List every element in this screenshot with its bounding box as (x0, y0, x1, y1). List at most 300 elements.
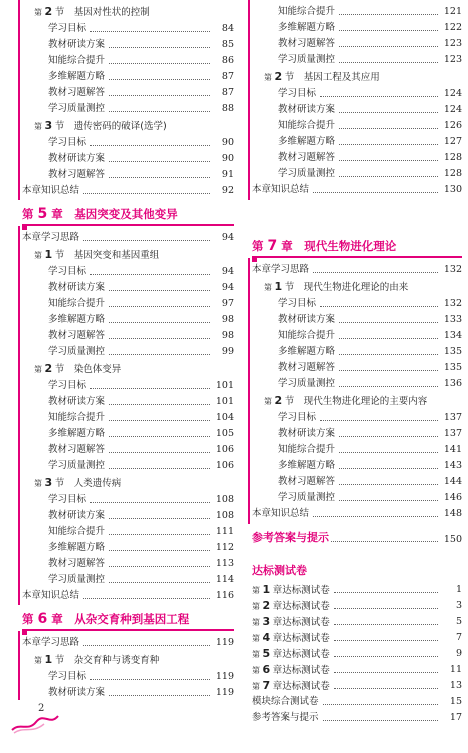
page-ref: 132 (438, 262, 462, 278)
entry-label: 学习质量测控 (278, 376, 337, 392)
leader-dots (323, 704, 438, 705)
column-accent-line (18, 0, 20, 200)
leader-dots (339, 370, 438, 371)
page-ref: 123 (438, 36, 462, 52)
page-ref: 1 (438, 582, 462, 598)
leader-dots (109, 63, 210, 64)
page-ref: 88 (210, 101, 234, 117)
toc-entry[interactable] (22, 296, 234, 312)
leader-dots (109, 534, 210, 535)
entry-label: 教材习题解答 (48, 556, 107, 572)
entry-label: 本章知识总结 (252, 182, 311, 198)
chapter-title: 基因突变及其他变异 (74, 207, 178, 221)
entry-label: 学习目标 (278, 296, 318, 312)
toc-entry[interactable] (252, 426, 462, 442)
toc-section[interactable]: 第 1 节 现代生物进化理论的由来 (252, 279, 462, 295)
toc-entry[interactable] (252, 296, 462, 312)
entry-label: 多维解题方略 (278, 458, 337, 474)
page-ref: 15 (438, 694, 462, 710)
leader-dots (320, 96, 438, 97)
entry-label: 教材研读方案 (48, 37, 107, 53)
toc-entry[interactable] (22, 101, 234, 117)
toc-entry[interactable] (22, 328, 234, 344)
toc-entry[interactable] (22, 183, 234, 199)
leader-dots (109, 566, 210, 567)
page-ref: 86 (210, 53, 234, 69)
toc-entry[interactable] (22, 69, 234, 85)
entry-label: 节 现代生物进化理论的由来 (284, 282, 409, 293)
page-ref: 144 (438, 474, 462, 490)
leader-dots (334, 592, 438, 593)
toc-entry[interactable]: 第 2 章达标测试卷 3 (252, 598, 462, 614)
page-ref: 135 (438, 344, 462, 360)
entry-label: 节 遗传密码的破译(选学) (54, 121, 167, 132)
entry-label: 章达标测试卷 (272, 617, 330, 628)
toc-entry[interactable]: 第 7 章达标测试卷 13 (252, 678, 462, 694)
entry-number: 3 (262, 615, 271, 628)
leader-dots (339, 386, 438, 387)
page-ref: 143 (438, 458, 462, 474)
entry-label: 本章知识总结 (252, 506, 311, 522)
page-ref: 148 (438, 506, 462, 522)
toc-entry[interactable] (22, 685, 234, 701)
leader-dots (339, 338, 438, 339)
toc-entry[interactable] (22, 524, 234, 540)
leader-dots (334, 624, 438, 625)
leader-dots (334, 640, 438, 641)
entry-label: 本章学习思路 (252, 262, 311, 278)
toc-section[interactable]: 第 1 节 杂交育种与诱变育种 (22, 652, 234, 668)
page-ref: 101 (210, 394, 234, 410)
entry-number: 1 (262, 583, 271, 596)
page-ref: 92 (210, 183, 234, 199)
toc-entry[interactable] (22, 151, 234, 167)
leader-dots (109, 354, 210, 355)
page-ref: 141 (438, 442, 462, 458)
leader-dots (334, 608, 438, 609)
leader-dots (90, 31, 210, 32)
chapter-underline (252, 256, 462, 258)
chapter-heading[interactable]: 第 7 章 现代生物进化理论 (252, 236, 462, 258)
toc-entry[interactable] (22, 426, 234, 442)
toc-entry[interactable] (252, 150, 462, 166)
leader-dots (109, 695, 210, 696)
entry-number: 2 (44, 362, 53, 375)
leader-dots (339, 128, 438, 129)
page-ref: 11 (438, 662, 462, 678)
leader-dots (339, 62, 438, 63)
column-accent-line (18, 226, 20, 605)
entry-label: 知能综合提升 (278, 442, 337, 458)
chapter-heading[interactable]: 第 6 章 从杂交育种到基因工程 (22, 609, 234, 631)
leader-dots (109, 161, 210, 162)
entry-label: 章达标测试卷 (272, 649, 330, 660)
toc-entry[interactable] (22, 378, 234, 394)
leader-dots (109, 306, 210, 307)
toc-entry[interactable] (252, 52, 462, 68)
page-ref: 98 (210, 328, 234, 344)
toc-entry[interactable]: 第 1 章达标测试卷 1 (252, 582, 462, 598)
toc-entry[interactable] (22, 556, 234, 572)
page-ref: 98 (210, 312, 234, 328)
entry-label: 章达标测试卷 (272, 601, 330, 612)
toc-section[interactable]: 第 3 节 遗传密码的破译(选学) (22, 118, 234, 134)
page-ref: 90 (210, 151, 234, 167)
toc-entry[interactable] (22, 264, 234, 280)
leader-dots (90, 388, 210, 389)
toc-entry[interactable] (252, 442, 462, 458)
leader-dots (109, 290, 210, 291)
toc-entry[interactable] (22, 37, 234, 53)
entry-number: 2 (262, 599, 271, 612)
page-ref: 104 (210, 410, 234, 426)
entry-label: 节 染色体变异 (54, 364, 122, 375)
entry-label: 教材研读方案 (278, 102, 337, 118)
page-ref: 150 (443, 534, 462, 545)
leader-dots (109, 518, 210, 519)
leader-dots (83, 240, 210, 241)
entry-label: 教材研读方案 (48, 280, 107, 296)
toc-entry[interactable] (252, 262, 462, 278)
entry-label: 学习目标 (48, 669, 88, 685)
leader-dots (109, 177, 210, 178)
page-ref: 108 (210, 508, 234, 524)
toc-entry[interactable] (252, 166, 462, 182)
toc-entry[interactable] (252, 328, 462, 344)
entry-label: 章达标测试卷 (272, 633, 330, 644)
leader-dots (109, 436, 210, 437)
entry-label: 教材研读方案 (48, 151, 107, 167)
entry-label: 教材习题解答 (48, 85, 107, 101)
toc-entry[interactable]: 第 6 章达标测试卷 11 (252, 662, 462, 678)
pen-stroke-icon (10, 712, 60, 734)
toc-entry[interactable] (22, 21, 234, 37)
entry-label: 章达标测试卷 (272, 585, 330, 596)
page-ref: 94 (210, 264, 234, 280)
chapter-number: 5 (37, 206, 48, 222)
leader-dots (339, 354, 438, 355)
entry-label: 本章知识总结 (22, 183, 81, 199)
column-accent-line (248, 0, 250, 200)
leader-dots (339, 452, 438, 453)
entry-label: 知能综合提升 (48, 410, 107, 426)
entry-label: 多维解题方略 (278, 134, 337, 150)
toc-entry[interactable] (252, 490, 462, 506)
page-ref: 94 (210, 280, 234, 296)
entry-label: 模块综合测试卷 (252, 694, 321, 710)
entry-label: 多维解题方略 (278, 344, 337, 360)
toc-entry[interactable] (22, 508, 234, 524)
chapter-heading[interactable]: 第 5 章 基因突变及其他变异 (22, 204, 234, 226)
page-ref: 113 (210, 556, 234, 572)
toc-entry[interactable] (252, 694, 462, 710)
page-ref: 3 (438, 598, 462, 614)
chapter-title: 现代生物进化理论 (304, 239, 397, 253)
entry-label: 教材研读方案 (278, 312, 337, 328)
entry-number: 6 (262, 663, 271, 676)
leader-dots (323, 720, 438, 721)
leader-dots (313, 192, 438, 193)
toc-entry[interactable] (22, 492, 234, 508)
toc-entry[interactable] (252, 458, 462, 474)
leader-dots (331, 541, 438, 542)
entry-label: 学习目标 (278, 410, 318, 426)
toc-entry[interactable] (22, 53, 234, 69)
entry-label: 节 现代生物进化理论的主要内容 (284, 396, 428, 407)
toc-section[interactable]: 第 3 节 人类遗传病 (22, 475, 234, 491)
leader-dots (109, 322, 210, 323)
entry-number: 2 (274, 70, 283, 83)
entry-label: 多维解题方略 (48, 540, 107, 556)
page-ref: 13 (438, 678, 462, 694)
toc-entry[interactable] (252, 360, 462, 376)
entry-label: 节 杂交育种与诱变育种 (54, 655, 160, 666)
page-ref: 124 (438, 86, 462, 102)
page-ref: 90 (210, 135, 234, 151)
entry-label: 学习质量测控 (48, 344, 107, 360)
entry-label: 学习目标 (48, 492, 88, 508)
leader-dots (334, 688, 438, 689)
toc-section[interactable]: 第 2 节 现代生物进化理论的主要内容 (252, 393, 462, 409)
toc-entry[interactable] (22, 572, 234, 588)
answers-heading[interactable] (252, 529, 462, 547)
chapter-underline (22, 224, 234, 226)
column-accent-line (18, 631, 20, 700)
leader-dots (109, 582, 210, 583)
entry-label: 学习质量测控 (278, 490, 337, 506)
toc-entry[interactable] (22, 588, 234, 604)
toc-entry[interactable] (252, 86, 462, 102)
toc-entry[interactable] (252, 102, 462, 118)
leader-dots (109, 420, 210, 421)
leader-dots (339, 500, 438, 501)
toc-entry[interactable] (252, 410, 462, 426)
page-ref: 87 (210, 69, 234, 85)
page-ref: 116 (210, 588, 234, 604)
entry-label: 节 基因突变和基因重组 (54, 250, 160, 261)
toc-entry[interactable] (22, 635, 234, 651)
toc-entry[interactable] (252, 36, 462, 52)
page-ref: 108 (210, 492, 234, 508)
entry-label: 学习质量测控 (278, 166, 337, 182)
leader-dots (109, 95, 210, 96)
toc-entry[interactable]: 第 5 章达标测试卷 9 (252, 646, 462, 662)
toc-entry[interactable] (22, 442, 234, 458)
entry-label: 教材习题解答 (48, 442, 107, 458)
leader-dots (339, 144, 438, 145)
page-ref: 128 (438, 166, 462, 182)
toc-entry[interactable] (22, 540, 234, 556)
page-ref: 122 (438, 20, 462, 36)
page-ref: 5 (438, 614, 462, 630)
toc-entry[interactable] (22, 394, 234, 410)
page-ref: 7 (438, 630, 462, 646)
section-title: 达标测试卷 (252, 564, 307, 577)
entry-label: 教材习题解答 (278, 36, 337, 52)
page-ref: 99 (210, 344, 234, 360)
leader-dots (339, 176, 438, 177)
leader-dots (109, 79, 210, 80)
entry-label: 知能综合提升 (278, 118, 337, 134)
toc-entry[interactable] (252, 376, 462, 392)
leader-dots (339, 30, 438, 31)
entry-label: 教材习题解答 (48, 328, 107, 344)
page-ref: 121 (438, 4, 462, 20)
entry-label: 章达标测试卷 (272, 665, 330, 676)
leader-dots (313, 516, 438, 517)
entry-label: 本章知识总结 (22, 588, 81, 604)
entry-number: 2 (44, 5, 53, 18)
entry-label: 学习目标 (48, 264, 88, 280)
entry-number: 3 (44, 119, 53, 132)
entry-label: 学习质量测控 (48, 572, 107, 588)
page-ref: 127 (438, 134, 462, 150)
page-ref: 119 (210, 635, 234, 651)
entry-label: 教材研读方案 (48, 394, 107, 410)
page-ref: 111 (210, 524, 234, 540)
page-ref: 134 (438, 328, 462, 344)
leader-dots (90, 274, 210, 275)
toc-section[interactable]: 第 2 节 基因工程及其应用 (252, 69, 462, 85)
toc-entry[interactable] (22, 458, 234, 474)
entry-label: 学习质量测控 (48, 101, 107, 117)
page-ref: 94 (210, 230, 234, 246)
toc-section[interactable]: 第 2 节 基因对性状的控制 (22, 4, 234, 20)
leader-dots (320, 420, 438, 421)
toc-entry[interactable] (22, 280, 234, 296)
page-ref: 97 (210, 296, 234, 312)
leader-dots (334, 656, 438, 657)
leader-dots (109, 468, 210, 469)
entry-label: 多维解题方略 (48, 69, 107, 85)
page-ref: 101 (210, 378, 234, 394)
entry-label: 教材研读方案 (48, 508, 107, 524)
tests-heading (252, 562, 462, 580)
entry-label: 知能综合提升 (48, 53, 107, 69)
entry-label: 节 人类遗传病 (54, 478, 122, 489)
entry-number: 2 (274, 394, 283, 407)
entry-label: 学习目标 (48, 21, 88, 37)
leader-dots (83, 598, 210, 599)
page-ref: 105 (210, 426, 234, 442)
toc-entry[interactable] (22, 344, 234, 360)
entry-label: 学习质量测控 (48, 458, 107, 474)
entry-label: 知能综合提升 (48, 524, 107, 540)
entry-number: 1 (44, 653, 53, 666)
entry-label: 教材研读方案 (278, 426, 337, 442)
page-ref: 128 (438, 150, 462, 166)
page-number: 2 (38, 703, 45, 714)
entry-label: 教材习题解答 (278, 150, 337, 166)
entry-label: 多维解题方略 (48, 426, 107, 442)
toc-entry[interactable] (252, 134, 462, 150)
page-ref: 126 (438, 118, 462, 134)
toc-section[interactable]: 第 1 节 基因突变和基因重组 (22, 247, 234, 263)
leader-dots (109, 452, 210, 453)
toc-entry[interactable] (22, 230, 234, 246)
page-ref: 17 (438, 710, 462, 726)
toc-entry[interactable] (22, 85, 234, 101)
page-ref: 123 (438, 52, 462, 68)
toc-entry[interactable] (252, 506, 462, 522)
toc-entry[interactable] (22, 312, 234, 328)
toc-entry[interactable] (252, 344, 462, 360)
leader-dots (339, 322, 438, 323)
page-ref: 9 (438, 646, 462, 662)
page-ref: 132 (438, 296, 462, 312)
leader-dots (109, 111, 210, 112)
toc-entry[interactable] (22, 135, 234, 151)
entry-label: 知能综合提升 (48, 296, 107, 312)
leader-dots (339, 436, 438, 437)
toc-entry[interactable] (252, 710, 462, 726)
toc-entry[interactable] (22, 669, 234, 685)
page-ref: 146 (438, 490, 462, 506)
toc-entry[interactable]: 第 4 章达标测试卷 7 (252, 630, 462, 646)
column-accent-line (248, 258, 250, 524)
page-ref: 119 (210, 685, 234, 701)
leader-dots (83, 193, 210, 194)
toc-entry[interactable] (252, 4, 462, 20)
entry-label: 多维解题方略 (48, 312, 107, 328)
toc-entry[interactable] (252, 474, 462, 490)
entry-number: 3 (44, 476, 53, 489)
entry-label: 教材习题解答 (48, 167, 107, 183)
page-ref: 135 (438, 360, 462, 376)
leader-dots (313, 272, 438, 273)
toc-entry[interactable]: 第 3 章达标测试卷 5 (252, 614, 462, 630)
entry-number: 7 (262, 679, 271, 692)
entry-label: 多维解题方略 (278, 20, 337, 36)
page-ref: 112 (210, 540, 234, 556)
toc-entry[interactable] (252, 312, 462, 328)
toc-section[interactable]: 第 2 节 染色体变异 (22, 361, 234, 377)
entry-label: 知能综合提升 (278, 328, 337, 344)
page-ref: 114 (210, 572, 234, 588)
entry-label: 教材习题解答 (278, 474, 337, 490)
leader-dots (339, 160, 438, 161)
entry-label: 学习质量测控 (278, 52, 337, 68)
page-ref: 137 (438, 410, 462, 426)
page-ref: 130 (438, 182, 462, 198)
leader-dots (109, 47, 210, 48)
entry-label: 节 基因对性状的控制 (54, 7, 150, 18)
leader-dots (339, 112, 438, 113)
entry-number: 1 (274, 280, 283, 293)
toc-entry[interactable] (22, 410, 234, 426)
leader-dots (339, 468, 438, 469)
toc-entry[interactable] (22, 167, 234, 183)
toc-entry[interactable] (252, 182, 462, 198)
leader-dots (90, 679, 210, 680)
toc-entry[interactable] (252, 20, 462, 36)
entry-label: 本章学习思路 (22, 635, 81, 651)
toc-entry[interactable] (252, 118, 462, 134)
chapter-number: 6 (37, 611, 48, 627)
page-ref: 106 (210, 458, 234, 474)
page-ref: 106 (210, 442, 234, 458)
page-ref: 85 (210, 37, 234, 53)
page-ref: 136 (438, 376, 462, 392)
page-ref: 84 (210, 21, 234, 37)
page-ref: 124 (438, 102, 462, 118)
entry-label: 参考答案与提示 (252, 710, 321, 726)
leader-dots (90, 502, 210, 503)
entry-label: 节 基因工程及其应用 (284, 72, 380, 83)
section-title: 参考答案与提示 (252, 531, 329, 544)
leader-dots (109, 550, 210, 551)
entry-label: 学习目标 (48, 378, 88, 394)
